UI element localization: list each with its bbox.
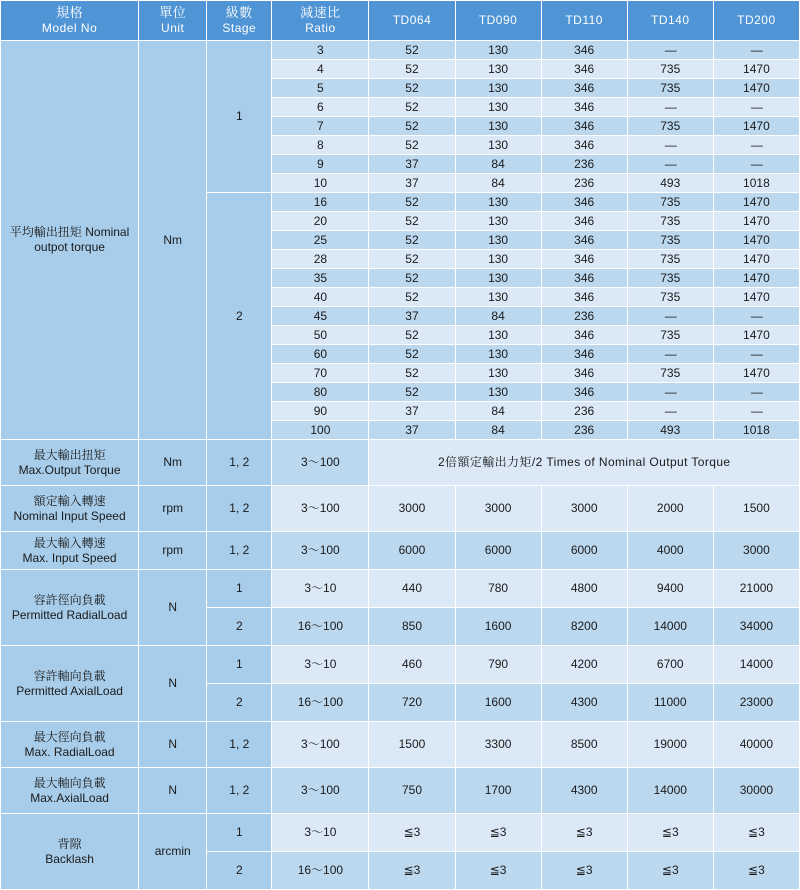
row-label-en: Nominal Input Speed bbox=[13, 508, 126, 523]
row-label-nominal-torque bbox=[1, 41, 139, 440]
value-td200: 1018 bbox=[713, 421, 799, 440]
value-td064: 52 bbox=[369, 383, 455, 402]
row-label-max-output-torque bbox=[1, 440, 139, 486]
value-td110: 346 bbox=[541, 79, 627, 98]
row-label-en: Max. Input Speed bbox=[22, 550, 117, 565]
value-td200: 1470 bbox=[713, 364, 799, 383]
value-td064: 52 bbox=[369, 79, 455, 98]
value-td064: 37 bbox=[369, 421, 455, 440]
row-label-en: Max.Output Torque bbox=[18, 462, 121, 477]
ratio-cell: 10 bbox=[272, 174, 369, 193]
row-unit: N bbox=[139, 722, 207, 768]
table-row bbox=[1, 768, 800, 814]
stage-cell: 1, 2 bbox=[207, 768, 272, 814]
value-td200: 1470 bbox=[713, 60, 799, 79]
value-td200: — bbox=[713, 307, 799, 326]
value-td064: 52 bbox=[369, 60, 455, 79]
value-td064: 52 bbox=[369, 117, 455, 136]
ratio-cell: 28 bbox=[272, 250, 369, 269]
value-td140: 735 bbox=[627, 364, 713, 383]
value-td064: 750 bbox=[369, 768, 455, 814]
value-td140: 735 bbox=[627, 212, 713, 231]
value-td090: 130 bbox=[455, 60, 541, 79]
row-label-cn: 最大徑向負載 bbox=[33, 729, 106, 744]
ratio-cell: 40 bbox=[272, 288, 369, 307]
value-td200: — bbox=[713, 345, 799, 364]
header-unit bbox=[139, 1, 207, 41]
value-td110: ≦3 bbox=[541, 814, 627, 852]
row-label-max-axial-load bbox=[1, 768, 139, 814]
value-td200: 1470 bbox=[713, 79, 799, 98]
value-td140: 735 bbox=[627, 269, 713, 288]
value-td090: 84 bbox=[455, 421, 541, 440]
row-unit: rpm bbox=[139, 486, 207, 532]
value-td140: 735 bbox=[627, 79, 713, 98]
row-label-cn: 容許徑向負載 bbox=[33, 592, 106, 607]
value-td200: — bbox=[713, 98, 799, 117]
header-td140: TD140 bbox=[627, 1, 713, 41]
header-model-cn: 規格 bbox=[56, 4, 84, 20]
value-td110: 346 bbox=[541, 269, 627, 288]
header-td200: TD200 bbox=[713, 1, 799, 41]
header-row bbox=[1, 1, 800, 41]
value-td140: — bbox=[627, 383, 713, 402]
value-td110: 346 bbox=[541, 364, 627, 383]
value-td200: 23000 bbox=[713, 684, 799, 722]
row-unit: N bbox=[139, 646, 207, 722]
row-label-max-radial-load bbox=[1, 722, 139, 768]
value-td200: 1470 bbox=[713, 193, 799, 212]
ratio-cell: 100 bbox=[272, 421, 369, 440]
value-td064: 52 bbox=[369, 136, 455, 155]
row-label-cn: 背隙 bbox=[57, 836, 82, 851]
ratio-cell: 3～100 bbox=[272, 532, 369, 570]
row-label-en: Permitted AxialLoad bbox=[16, 683, 123, 698]
value-td200: 14000 bbox=[713, 646, 799, 684]
ratio-cell: 3～10 bbox=[272, 646, 369, 684]
value-td110: 346 bbox=[541, 41, 627, 60]
row-label-nominal-input-speed bbox=[1, 486, 139, 532]
value-td110: 346 bbox=[541, 231, 627, 250]
value-td090: 130 bbox=[455, 345, 541, 364]
ratio-cell: 4 bbox=[272, 60, 369, 79]
header-td064: TD064 bbox=[369, 1, 455, 41]
value-td090: 3300 bbox=[455, 722, 541, 768]
value-td140: 9400 bbox=[627, 570, 713, 608]
value-td064: 52 bbox=[369, 364, 455, 383]
value-td064: 52 bbox=[369, 250, 455, 269]
table-row bbox=[1, 814, 800, 852]
value-td064: 52 bbox=[369, 326, 455, 345]
value-td090: 130 bbox=[455, 212, 541, 231]
header-td090: TD090 bbox=[455, 1, 541, 41]
value-td140: 493 bbox=[627, 421, 713, 440]
ratio-cell: 3～10 bbox=[272, 570, 369, 608]
row-unit: rpm bbox=[139, 532, 207, 570]
value-td064: ≦3 bbox=[369, 814, 455, 852]
stage-cell: 1 bbox=[207, 646, 272, 684]
value-td090: 130 bbox=[455, 250, 541, 269]
value-td090: 1600 bbox=[455, 608, 541, 646]
value-td064: 52 bbox=[369, 345, 455, 364]
value-td090: 130 bbox=[455, 193, 541, 212]
value-td064: 52 bbox=[369, 269, 455, 288]
stage-cell: 1 bbox=[207, 814, 272, 852]
ratio-cell: 16 bbox=[272, 193, 369, 212]
stage-cell: 1, 2 bbox=[207, 532, 272, 570]
value-td064: 460 bbox=[369, 646, 455, 684]
value-td200: 21000 bbox=[713, 570, 799, 608]
ratio-cell: 3～100 bbox=[272, 440, 369, 486]
row-label-cn: 最大軸向負載 bbox=[33, 775, 106, 790]
stage-cell: 2 bbox=[207, 852, 272, 890]
value-td064: 37 bbox=[369, 174, 455, 193]
row-unit: N bbox=[139, 570, 207, 646]
value-td090: 3000 bbox=[455, 486, 541, 532]
ratio-cell: 50 bbox=[272, 326, 369, 345]
header-ratio-en: Ratio bbox=[305, 21, 336, 36]
value-td110: 346 bbox=[541, 193, 627, 212]
header-model bbox=[1, 1, 139, 41]
value-td140: 735 bbox=[627, 288, 713, 307]
value-td110: 4300 bbox=[541, 768, 627, 814]
value-td200: 1470 bbox=[713, 212, 799, 231]
header-ratio-cn: 減速比 bbox=[300, 4, 341, 20]
value-td110: 346 bbox=[541, 326, 627, 345]
stage-cell: 2 bbox=[207, 608, 272, 646]
value-td140: — bbox=[627, 41, 713, 60]
value-td140: 735 bbox=[627, 231, 713, 250]
value-td200: ≦3 bbox=[713, 852, 799, 890]
value-td064: 440 bbox=[369, 570, 455, 608]
row-unit: arcmin bbox=[139, 814, 207, 890]
value-td110: 346 bbox=[541, 136, 627, 155]
value-td140: 735 bbox=[627, 250, 713, 269]
value-td110: 346 bbox=[541, 345, 627, 364]
ratio-cell: 16～100 bbox=[272, 608, 369, 646]
value-td140: 19000 bbox=[627, 722, 713, 768]
value-td090: 780 bbox=[455, 570, 541, 608]
row-label-permitted-radial-load bbox=[1, 570, 139, 646]
stage-cell-1: 1 bbox=[207, 41, 272, 193]
row-label-cn: 平均輸出扭矩 bbox=[9, 225, 82, 239]
ratio-cell: 35 bbox=[272, 269, 369, 288]
value-td064: 720 bbox=[369, 684, 455, 722]
header-stage-en: Stage bbox=[222, 21, 257, 36]
value-td110: 346 bbox=[541, 60, 627, 79]
value-td090: 130 bbox=[455, 231, 541, 250]
value-td090: 84 bbox=[455, 307, 541, 326]
value-td200: — bbox=[713, 41, 799, 60]
row-unit: N bbox=[139, 768, 207, 814]
value-td090: 1700 bbox=[455, 768, 541, 814]
row-label-cn: 最大輸出扭矩 bbox=[33, 447, 106, 462]
value-td110: 4200 bbox=[541, 646, 627, 684]
value-td064: 850 bbox=[369, 608, 455, 646]
value-td140: 6700 bbox=[627, 646, 713, 684]
table-body bbox=[1, 41, 800, 890]
stage-cell: 2 bbox=[207, 684, 272, 722]
row-label-en: Nominal outpot torque bbox=[34, 225, 130, 254]
value-td090: 130 bbox=[455, 269, 541, 288]
value-td200: 34000 bbox=[713, 608, 799, 646]
ratio-cell: 60 bbox=[272, 345, 369, 364]
value-span-note: 2倍額定輸出力矩/2 Times of Nominal Output Torque bbox=[369, 440, 800, 486]
value-td140: — bbox=[627, 402, 713, 421]
header-stage bbox=[207, 1, 272, 41]
stage-cell: 1 bbox=[207, 570, 272, 608]
row-label-cn: 額定輸入轉速 bbox=[33, 493, 106, 508]
value-td140: 735 bbox=[627, 117, 713, 136]
value-td064: 52 bbox=[369, 212, 455, 231]
ratio-cell: 80 bbox=[272, 383, 369, 402]
header-stage-cn: 級數 bbox=[225, 4, 253, 20]
value-td200: 1470 bbox=[713, 231, 799, 250]
value-td064: 6000 bbox=[369, 532, 455, 570]
value-td200: 1470 bbox=[713, 269, 799, 288]
value-td200: 1470 bbox=[713, 250, 799, 269]
value-td090: 6000 bbox=[455, 532, 541, 570]
table-header bbox=[1, 1, 800, 41]
table-row bbox=[1, 722, 800, 768]
value-td140: 735 bbox=[627, 326, 713, 345]
value-td110: 8500 bbox=[541, 722, 627, 768]
ratio-cell: 3～10 bbox=[272, 814, 369, 852]
value-td110: 6000 bbox=[541, 532, 627, 570]
value-td090: ≦3 bbox=[455, 852, 541, 890]
value-td090: 130 bbox=[455, 383, 541, 402]
row-label-max-input-speed bbox=[1, 532, 139, 570]
value-td140: 493 bbox=[627, 174, 713, 193]
row-label-cn: 容許軸向負載 bbox=[33, 668, 106, 683]
table-row bbox=[1, 486, 800, 532]
value-td140: 11000 bbox=[627, 684, 713, 722]
header-model-en: Model No bbox=[41, 21, 98, 36]
value-td200: 3000 bbox=[713, 532, 799, 570]
value-td090: ≦3 bbox=[455, 814, 541, 852]
row-label-en: Permitted RadialLoad bbox=[11, 607, 128, 622]
value-td090: 84 bbox=[455, 155, 541, 174]
value-td064: 37 bbox=[369, 307, 455, 326]
ratio-cell: 3～100 bbox=[272, 486, 369, 532]
row-label-cn: 最大輸入轉速 bbox=[33, 535, 106, 550]
value-td110: 8200 bbox=[541, 608, 627, 646]
ratio-cell: 6 bbox=[272, 98, 369, 117]
ratio-cell: 16～100 bbox=[272, 684, 369, 722]
table-row bbox=[1, 41, 800, 60]
value-td200: — bbox=[713, 155, 799, 174]
stage-cell: 1, 2 bbox=[207, 722, 272, 768]
ratio-cell: 90 bbox=[272, 402, 369, 421]
value-td110: 346 bbox=[541, 212, 627, 231]
value-td200: 30000 bbox=[713, 768, 799, 814]
table-row bbox=[1, 532, 800, 570]
ratio-cell: 3～100 bbox=[272, 768, 369, 814]
value-td090: 130 bbox=[455, 288, 541, 307]
row-unit: Nm bbox=[139, 41, 207, 440]
value-td140: — bbox=[627, 155, 713, 174]
value-td200: — bbox=[713, 402, 799, 421]
value-td090: 84 bbox=[455, 174, 541, 193]
ratio-cell: 25 bbox=[272, 231, 369, 250]
row-label-en: Max. RadialLoad bbox=[24, 744, 115, 759]
value-td090: 130 bbox=[455, 79, 541, 98]
value-td200: — bbox=[713, 383, 799, 402]
ratio-cell: 20 bbox=[272, 212, 369, 231]
header-unit-cn: 單位 bbox=[159, 4, 187, 20]
ratio-cell: 8 bbox=[272, 136, 369, 155]
value-td140: 735 bbox=[627, 60, 713, 79]
value-td064: 37 bbox=[369, 402, 455, 421]
value-td200: 40000 bbox=[713, 722, 799, 768]
value-td090: 790 bbox=[455, 646, 541, 684]
value-td110: 236 bbox=[541, 155, 627, 174]
ratio-cell: 5 bbox=[272, 79, 369, 98]
stage-cell-2: 2 bbox=[207, 193, 272, 440]
value-td200: ≦3 bbox=[713, 814, 799, 852]
value-td064: ≦3 bbox=[369, 852, 455, 890]
value-td140: — bbox=[627, 345, 713, 364]
value-td064: 52 bbox=[369, 41, 455, 60]
table-row bbox=[1, 570, 800, 608]
value-td110: 346 bbox=[541, 117, 627, 136]
row-label-backlash bbox=[1, 814, 139, 890]
value-td140: 14000 bbox=[627, 768, 713, 814]
header-unit-en: Unit bbox=[161, 21, 185, 36]
value-td064: 1500 bbox=[369, 722, 455, 768]
value-td090: 1600 bbox=[455, 684, 541, 722]
header-ratio bbox=[272, 1, 369, 41]
value-td110: 4300 bbox=[541, 684, 627, 722]
value-td140: — bbox=[627, 136, 713, 155]
value-td200: 1470 bbox=[713, 326, 799, 345]
value-td110: 4800 bbox=[541, 570, 627, 608]
value-td140: 735 bbox=[627, 193, 713, 212]
value-td110: ≦3 bbox=[541, 852, 627, 890]
value-td200: 1018 bbox=[713, 174, 799, 193]
value-td110: 3000 bbox=[541, 486, 627, 532]
row-unit: Nm bbox=[139, 440, 207, 486]
value-td090: 130 bbox=[455, 136, 541, 155]
ratio-cell: 7 bbox=[272, 117, 369, 136]
ratio-cell: 70 bbox=[272, 364, 369, 383]
value-td064: 52 bbox=[369, 231, 455, 250]
value-td110: 236 bbox=[541, 421, 627, 440]
value-td110: 346 bbox=[541, 288, 627, 307]
value-td110: 346 bbox=[541, 98, 627, 117]
value-td090: 130 bbox=[455, 364, 541, 383]
ratio-cell: 3～100 bbox=[272, 722, 369, 768]
value-td140: ≦3 bbox=[627, 852, 713, 890]
row-label-en: Max.AxialLoad bbox=[30, 790, 109, 805]
value-td140: ≦3 bbox=[627, 814, 713, 852]
ratio-cell: 45 bbox=[272, 307, 369, 326]
value-td200: 1500 bbox=[713, 486, 799, 532]
value-td110: 236 bbox=[541, 402, 627, 421]
value-td090: 130 bbox=[455, 98, 541, 117]
value-td064: 52 bbox=[369, 193, 455, 212]
value-td090: 130 bbox=[455, 326, 541, 345]
ratio-cell: 9 bbox=[272, 155, 369, 174]
value-td140: 14000 bbox=[627, 608, 713, 646]
value-td064: 37 bbox=[369, 155, 455, 174]
value-td064: 52 bbox=[369, 98, 455, 117]
value-td110: 236 bbox=[541, 174, 627, 193]
table-row bbox=[1, 440, 800, 486]
value-td140: — bbox=[627, 98, 713, 117]
value-td110: 346 bbox=[541, 250, 627, 269]
value-td090: 84 bbox=[455, 402, 541, 421]
value-td110: 236 bbox=[541, 307, 627, 326]
ratio-cell: 3 bbox=[272, 41, 369, 60]
row-label-permitted-axial-load bbox=[1, 646, 139, 722]
value-td064: 3000 bbox=[369, 486, 455, 532]
value-td200: — bbox=[713, 136, 799, 155]
ratio-cell: 16～100 bbox=[272, 852, 369, 890]
row-label-en: Backlash bbox=[45, 851, 94, 866]
value-td200: 1470 bbox=[713, 117, 799, 136]
value-td140: — bbox=[627, 307, 713, 326]
value-td140: 4000 bbox=[627, 532, 713, 570]
header-td110: TD110 bbox=[541, 1, 627, 41]
value-td110: 346 bbox=[541, 383, 627, 402]
value-td140: 2000 bbox=[627, 486, 713, 532]
value-td090: 130 bbox=[455, 117, 541, 136]
value-td064: 52 bbox=[369, 288, 455, 307]
stage-cell: 1, 2 bbox=[207, 486, 272, 532]
table-row bbox=[1, 646, 800, 684]
value-td200: 1470 bbox=[713, 288, 799, 307]
value-td090: 130 bbox=[455, 41, 541, 60]
stage-cell: 1, 2 bbox=[207, 440, 272, 486]
